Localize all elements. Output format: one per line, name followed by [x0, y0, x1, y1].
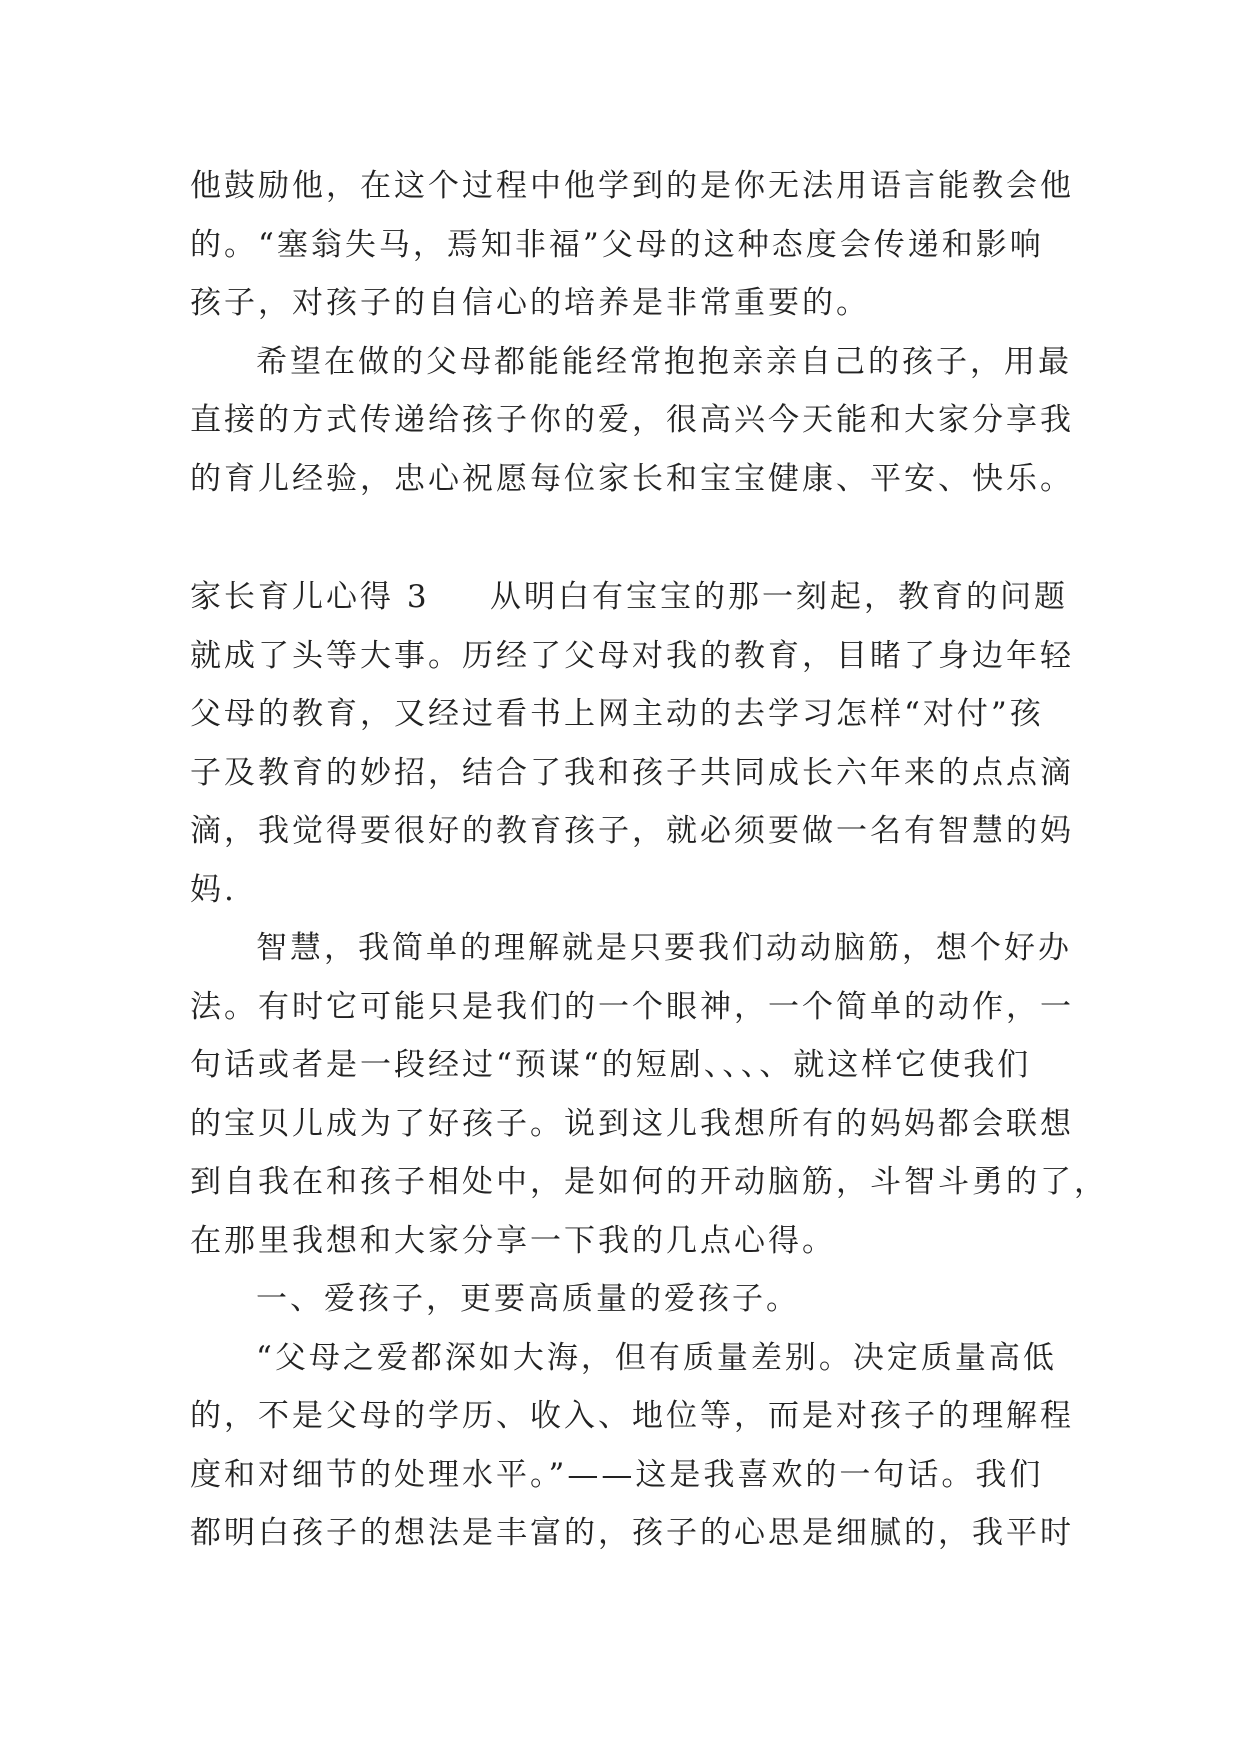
text-line: 智慧，我简单的理解就是只要我们动动脑筋，想个好办 [256, 930, 1072, 966]
text-line: 都明白孩子的想法是丰富的，孩子的心思是细腻的，我平时 [190, 1515, 1074, 1551]
text-line: 直接的方式传递给孩子你的爱，很高兴今天能和大家分享我 [190, 402, 1074, 438]
text-line: 在那里我想和大家分享一下我的几点心得。 [190, 1222, 836, 1259]
text-line: 的，不是父母的学历、收入、地位等，而是对孩子的理解程 [190, 1398, 1074, 1434]
section-1-text [190, 157, 1074, 508]
text-line: 度和对细节的处理水平。”——这是我喜欢的一句话。我们 [190, 1456, 1044, 1493]
heading-line [190, 568, 1068, 627]
section-2-text [190, 568, 1108, 1563]
text-line: 法。有时它可能只是我们的一个眼神，一个简单的动作，一 [190, 988, 1074, 1025]
text-line: 从明白有宝宝的那一刻起，教育的问题 [490, 579, 1068, 615]
text-line: 的。“塞翁失马，焉知非福”父母的这种态度会传递和影响 [190, 226, 1044, 263]
text-line: 希望在做的父母都能能经常抱抱亲亲自己的孩子，用最 [256, 343, 1072, 380]
text-line: 他鼓励他，在这个过程中他学到的是你无法用语言能教会他 [190, 168, 1074, 204]
text-line: 句话或者是一段经过“预谋“的短剧、、、、就这样它使我们 [190, 1047, 1032, 1083]
text-line: 的宝贝儿成为了好孩子。说到这儿我想所有的妈妈都会联想 [190, 1105, 1074, 1142]
text-line: 就成了头等大事。历经了父母对我的教育，目睹了身边年轻 [190, 637, 1074, 674]
section-heading: 家长育儿心得 3 [190, 579, 430, 615]
text-line: 子及教育的妙招，结合了我和孩子共同成长六年来的点点滴 [190, 754, 1074, 791]
text-line: 滴，我觉得要很好的教育孩子，就必须要做一名有智慧的妈 [190, 813, 1074, 849]
text-line: 妈. [190, 871, 237, 908]
text-line: 父母的教育，又经过看书上网主动的去学习怎样“对付”孩 [190, 696, 1044, 732]
text-line: “父母之爱都深如大海，但有质量差别。决定质量高低 [256, 1339, 1057, 1376]
text-line: 孩子，对孩子的自信心的培养是非常重要的。 [190, 285, 870, 321]
text-line: 一、爱孩子，更要高质量的爱孩子。 [256, 1281, 800, 1317]
text-line: 的育儿经验，忠心祝愿每位家长和宝宝健康、平安、快乐。 [190, 460, 1074, 497]
text-line: 到自我在和孩子相处中，是如何的开动脑筋，斗智斗勇的了， [190, 1164, 1108, 1200]
